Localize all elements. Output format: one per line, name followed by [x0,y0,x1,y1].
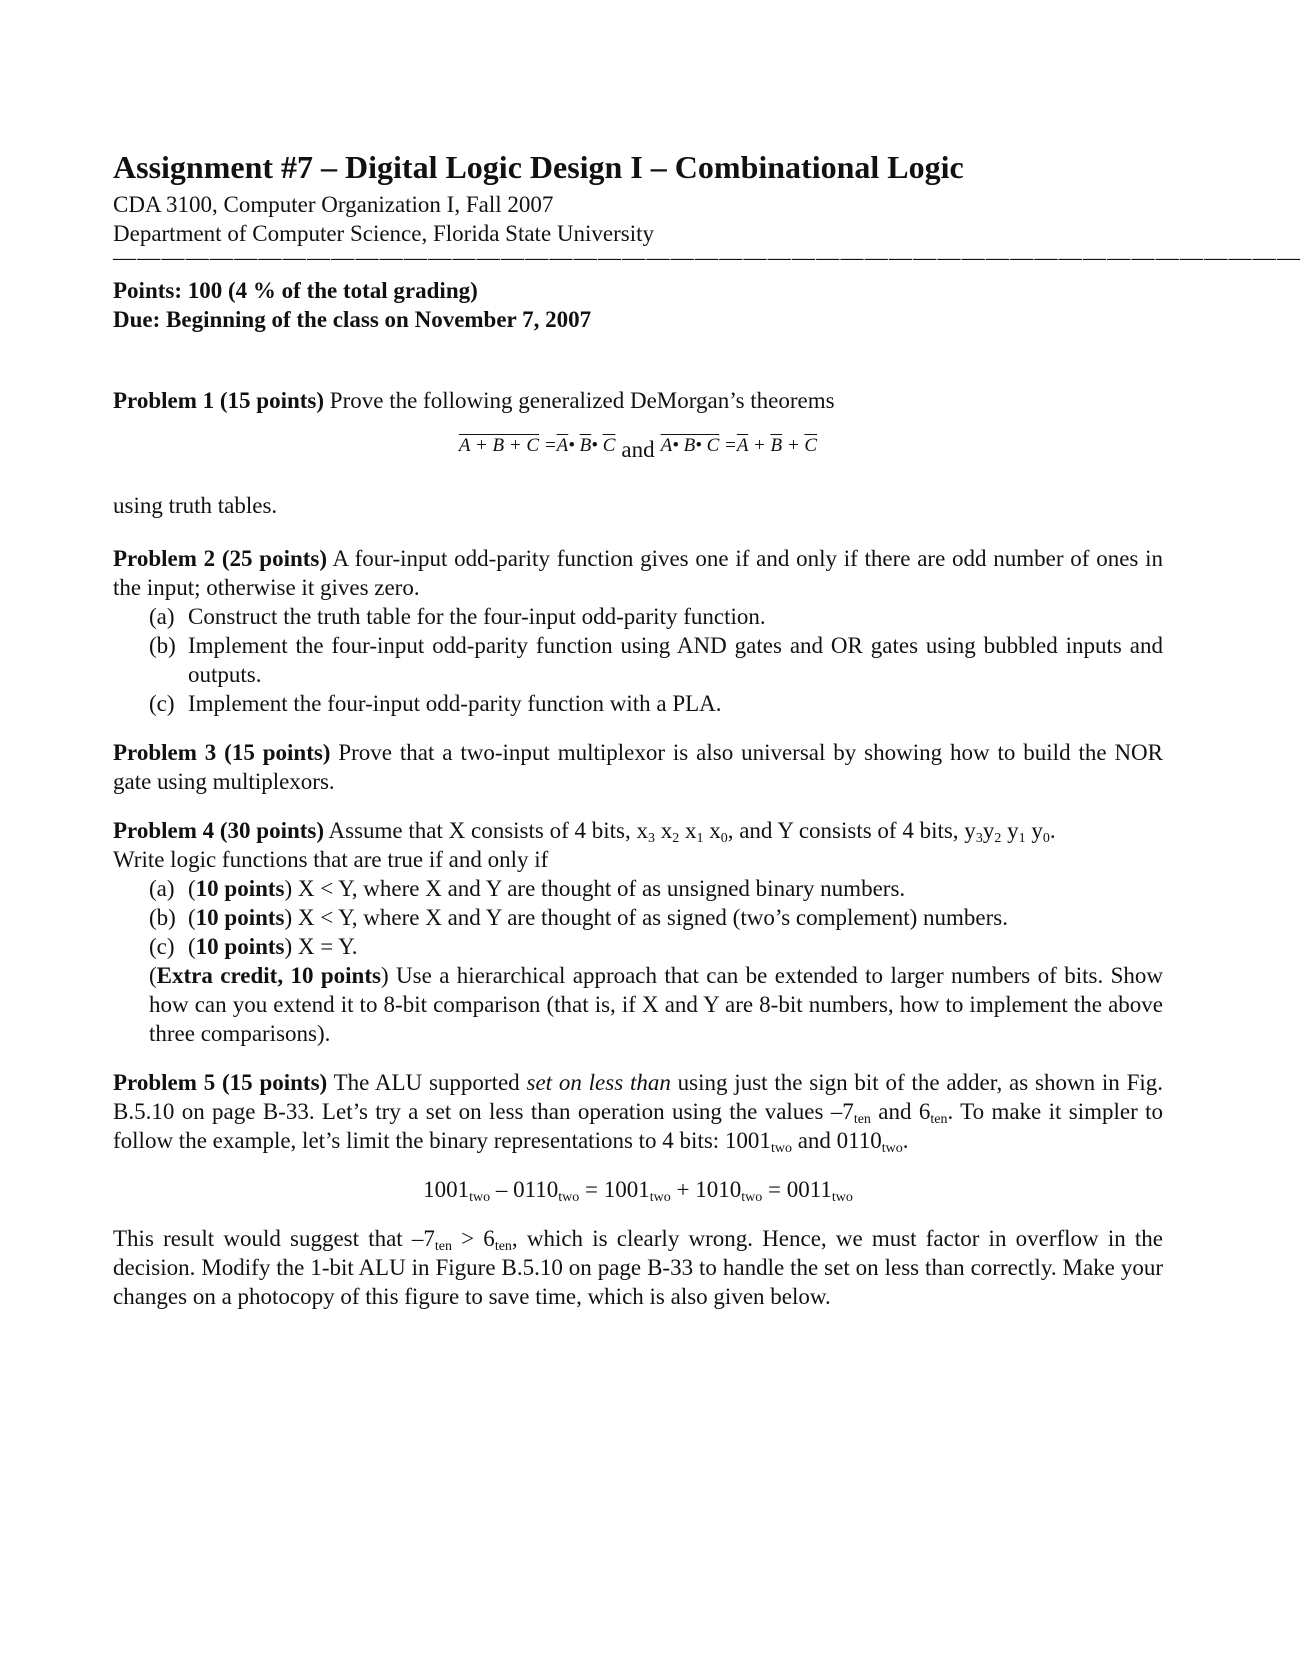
problem-1-text: Prove the following generalized DeMorgan’s theorems [324,387,835,413]
p4-text-a: Assume that X consists of 4 bits, x [324,817,648,843]
sub-two: two [881,1140,903,1156]
due-line: Due: Beginning of the class on November 7, 2007 [113,306,592,332]
problem-3-label: Problem 3 (15 points) [113,739,331,765]
p4-x: x [654,817,673,843]
problem-4-label: Problem 4 (30 points) [113,817,325,843]
sub-2: 2 [672,830,680,846]
eq-left-b: $\overline{B}$ [579,434,592,456]
equation-and: and [621,436,655,462]
sub-two: two [770,1140,792,1156]
sub-1: 1 [1018,830,1026,846]
p5-t1: The ALU supported [327,1069,527,1095]
problem-2-item-c [113,689,1163,718]
problem-5-conclusion [113,1224,1163,1311]
item-label: (c) [149,933,175,959]
problem-4-item-a: (a) (10 points) X < Y, where X and Y are thought of as unsigned binary numbers. [149,875,906,901]
p5-t6: . [902,1127,909,1153]
sub-two: two [649,1189,671,1205]
extra-credit-label: Extra credit, 10 points [156,962,381,988]
points-line: Points: 100 (4 % of the total grading) [113,277,478,303]
extra-credit-text: ) Use a hierarchical approach that can be extended to larger numbers of bits. Show how can you extend it to 8-bit comparison (that is, if X and Y are 8-bit numbers, how to implement the above three comparisons). [149,962,1163,1046]
dashed-rule: ————————————————————————————————————————————————— [113,244,1301,270]
sub-two: two [741,1189,763,1205]
p4-line-2: Write logic functions that are true if and only if [113,846,549,872]
problem-2-item-b [113,631,1163,689]
sub-ten: ten [853,1111,871,1127]
p4-text-c: . [1049,817,1056,843]
eq-right-lhs: A• B• C [660,434,720,456]
eq-equals-1: = 1001 [579,1176,650,1202]
p4-y: y [1001,817,1019,843]
item-text: ) X < Y, where X and Y are thought of as unsigned binary numbers. [284,875,906,901]
course-line: CDA 3100, Computer Organization I, Fall 2007 [113,191,554,217]
p5-t5: and 0110 [791,1127,882,1153]
eq-minus: – 0110 [490,1176,559,1202]
subtraction-equation [113,1175,1163,1204]
eq-left-dot-2: • [591,434,603,456]
problem-3-text: Prove that a two-input multiplexor is also universal by showing how to build the NOR gate using multiplexors. [113,739,1164,794]
item-label: (b) [149,904,176,930]
document-content [113,149,1301,1311]
problem-4-item-c: (c) (10 points) X = Y. [149,933,358,959]
problem-2 [113,544,1163,602]
p4-text-b: , and Y consists of 4 bits, y [727,817,976,843]
eq-left-c: $\overline{C}$ [602,434,616,456]
department-line: Department of Computer Science, Florida State University [113,220,655,246]
sub-ten: ten [494,1238,512,1254]
problem-1-after: using truth tables. [113,492,278,518]
problem-4 [113,816,1163,874]
p4-x: x [679,817,697,843]
demorgan-equation [113,431,1163,471]
problem-5 [113,1068,1163,1155]
assignment-title: Assignment #7 – Digital Logic Design I – Combinational Logic [113,149,964,185]
item-text: ) X = Y. [284,933,358,959]
item-points: 10 points [195,904,285,930]
eq-plus: + 1010 [670,1176,742,1202]
problem-4-extra-credit: (Extra credit, 10 points) Use a hierarchical approach that can be extended to larger numbers of bits. Show how can you extend it to 8-bit comparison (that is, if X and Y are 8-bit numbers, how to implement the above three comparisons). [149,962,1163,1046]
problem-4-item-b: (b) (10 points) X < Y, where X and Y are thought of as signed (two’s complement) numbers. [149,904,1008,930]
eq-right-b: $\overline{B}$ [770,434,783,456]
problem-2-text: A four-input odd-parity function gives one if and only if there are odd number of ones in the input; otherwise it gives zero. [113,545,1163,600]
eq-right-plus-2: + [782,434,805,456]
p5-t4: . To make it simpler to follow the example, let’s limit the binary representations to 4 bits: 1001 [113,1098,1163,1153]
sub-2: 2 [994,830,1002,846]
eq-left-lhs: A + B + C [458,434,540,456]
p5-t3: and 6 [870,1098,931,1124]
item-text: Implement the four-input odd-parity function with a PLA. [188,690,722,716]
sub-two: two [831,1189,853,1205]
p4-y: y [982,817,995,843]
equation-left [459,435,615,456]
sub-1: 1 [696,830,704,846]
p5-p2-b: > 6 [451,1225,495,1251]
sub-3: 3 [975,830,983,846]
sub-two: two [558,1189,580,1205]
p5-t2: using just the sign bit of the adder, as shown in Fig. B.5.10 on page B-33. Let’s try a set on less than operation using the values –7 [113,1069,1164,1124]
sub-two: two [469,1189,491,1205]
p4-x: x [703,817,721,843]
item-points: 10 points [195,933,285,959]
sub-ten: ten [930,1111,948,1127]
problem-5-label: Problem 5 (15 points) [113,1069,328,1095]
eq-equals-2: = 0011 [762,1176,832,1202]
eq-right-a: $\overline{A}$ [736,434,749,456]
sub-3: 3 [647,830,655,846]
item-text: ) X < Y, where X and Y are thought of as signed (two’s complement) numbers. [284,904,1008,930]
item-points: 10 points [195,875,285,901]
eq-left-equals: = [539,434,557,456]
item-label: (b) [149,632,176,658]
item-text: Implement the four-input odd-parity function using AND gates and OR gates using bubbled inputs and outputs. [188,632,1163,687]
item-label: (a) [149,875,175,901]
item-text: Construct the truth table for the four-input odd-parity function. [188,603,766,629]
p5-italic: set on less than [526,1069,671,1095]
sub-ten: ten [434,1238,452,1254]
problem-1-label: Problem 1 (15 points) [113,387,325,413]
eq-right-plus-1: + [748,434,771,456]
sub-0: 0 [1042,830,1050,846]
p5-p2-c: , which is clearly wrong. Hence, we must factor in overflow in the decision. Modify the 1-bit ALU in Figure B.5.10 on page B-33 to handle the set on less than correctly. Make your changes on a photocopy of this figure to save time, which is also given below. [113,1225,1163,1309]
eq-right-c: $\overline{C}$ [804,434,818,456]
item-label: (c) [149,690,175,716]
problem-2-label: Problem 2 (25 points) [113,545,328,571]
p5-p2-a: This result would suggest that –7 [113,1225,435,1251]
p4-y: y [1025,817,1043,843]
eq-1001: 1001 [423,1176,470,1202]
sub-0: 0 [720,830,728,846]
problem-1 [113,386,1163,415]
eq-left-dot-1: • [568,434,580,456]
eq-right-equals: = [719,434,737,456]
equation-right [661,435,818,456]
item-label: (a) [149,603,175,629]
problem-2-item-a [113,602,1163,631]
problem-3 [113,738,1163,796]
eq-left-a: $\overline{A}$ [556,434,569,456]
